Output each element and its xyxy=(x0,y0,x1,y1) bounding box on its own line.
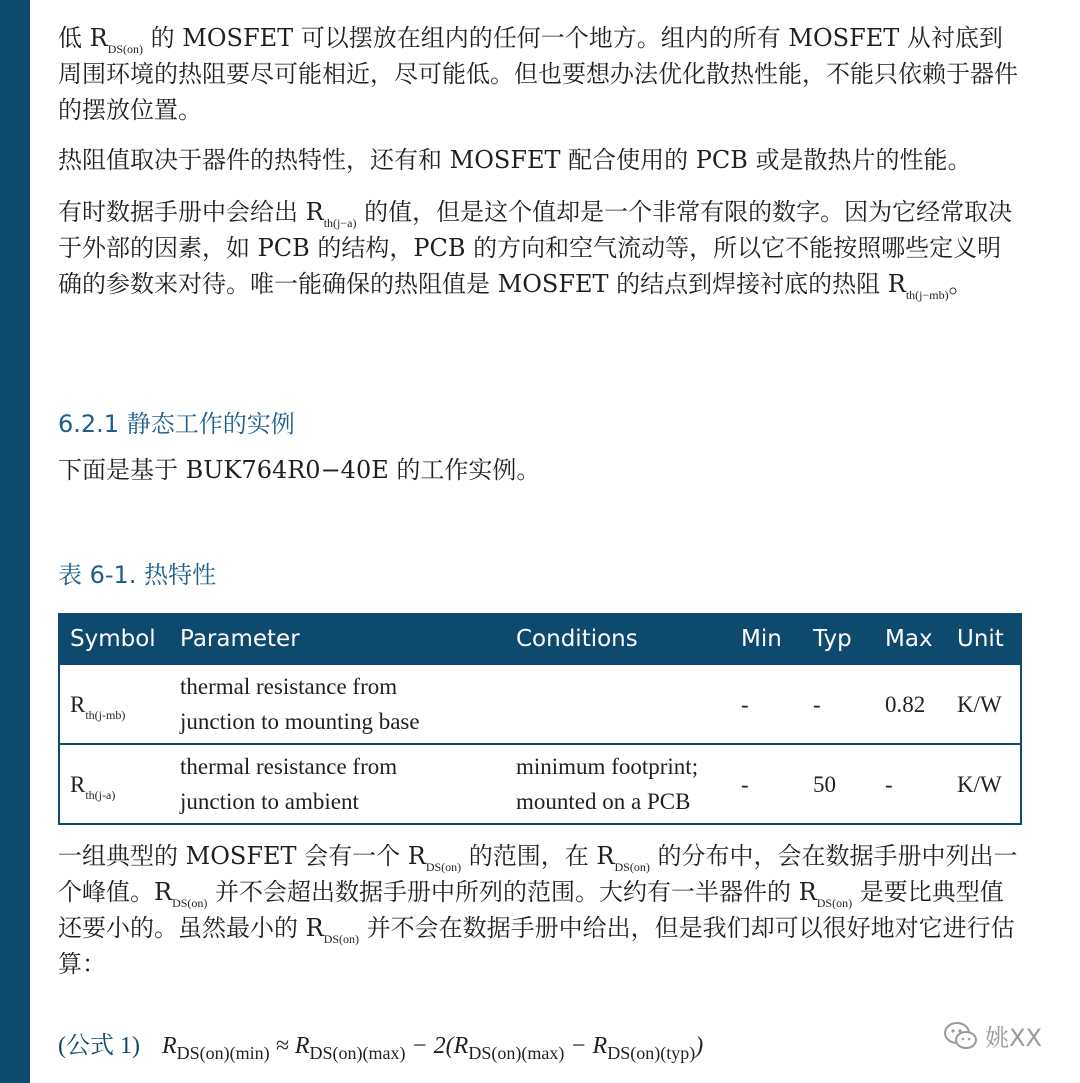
parameter-line: thermal resistance from xyxy=(180,674,398,699)
math-subscript: DS(on)(min) xyxy=(176,1043,270,1063)
symbol-text: R xyxy=(70,771,86,797)
text-run: 的值，但是这个值却是一个非常有限的数字。因为它经常取决于外部的因素，如 PCB 的结构，PCB 的方向和空气流动等，所以它不能按照哪些定义明确的参数来对待。唯一能确保的热阻值是 MOSFET 的结点到焊接衬底的热阻 R xyxy=(58,198,1013,298)
cell-typ: 50 xyxy=(803,744,875,824)
subscript: DS(on) xyxy=(816,896,853,910)
cell-unit: K/W xyxy=(947,744,1021,824)
math-symbol: R xyxy=(161,1033,177,1059)
cell-typ: - xyxy=(803,664,875,744)
table-row xyxy=(59,744,1021,824)
symbol-text: R xyxy=(70,691,86,717)
header-parameter: Parameter xyxy=(170,614,506,664)
cell-conditions xyxy=(506,744,731,824)
cell-max: 0.82 xyxy=(875,664,947,744)
cell-parameter xyxy=(170,664,506,744)
text-run: 是要比典型值还要小的。虽然最小的 R xyxy=(58,878,1004,942)
parameter-line: junction to ambient xyxy=(180,789,359,814)
header-symbol: Symbol xyxy=(59,614,170,664)
parameter-line: junction to mounting base xyxy=(180,709,420,734)
subscript: th(j−mb) xyxy=(905,288,949,302)
text-run: 有时数据手册中会给出 R xyxy=(58,198,324,226)
table-header-row xyxy=(59,614,1021,664)
header-min: Min xyxy=(731,614,803,664)
watermark xyxy=(943,1018,1042,1053)
text-run: 的分布中，会在数据手册中列出一个峰值。R xyxy=(58,842,1018,906)
paragraph-rdson-placement xyxy=(58,20,1018,128)
header-max: Max xyxy=(875,614,947,664)
cell-conditions xyxy=(506,664,731,744)
equation-label: (公式 1) xyxy=(58,1033,140,1059)
header-typ: Typ xyxy=(803,614,875,664)
parameter-line: thermal resistance from xyxy=(180,754,398,779)
math-subscript: DS(on)(max) xyxy=(309,1043,406,1063)
math-subscript: DS(on)(typ) xyxy=(607,1043,696,1063)
wechat-icon xyxy=(943,1021,979,1051)
text-run: 一组典型的 MOSFET 会有一个 R xyxy=(58,842,426,870)
subscript: th(j−a) xyxy=(323,216,357,230)
table-caption: 表 6-1. 热特性 xyxy=(58,561,217,589)
text-run: 低 R xyxy=(58,24,108,52)
text-run: 的范围，在 R xyxy=(461,842,615,870)
header-unit: Unit xyxy=(947,614,1021,664)
page-accent-bar xyxy=(0,0,30,1083)
equation-body xyxy=(161,1033,704,1063)
paragraph-rth-ja xyxy=(58,194,1018,302)
math-symbol: R xyxy=(592,1033,608,1059)
conditions-line: minimum footprint; xyxy=(516,754,699,779)
math-symbol: R xyxy=(453,1033,469,1059)
equation-1 xyxy=(58,1025,703,1064)
conditions-line: mounted on a PCB xyxy=(516,789,691,814)
subscript: DS(on) xyxy=(425,860,462,874)
math-operator: − 2( xyxy=(405,1033,454,1059)
section-heading: 6.2.1 静态工作的实例 xyxy=(58,410,295,438)
math-subscript: DS(on)(max) xyxy=(468,1043,565,1063)
cell-min: - xyxy=(731,664,803,744)
table-row xyxy=(59,664,1021,744)
math-operator: ≈ xyxy=(269,1033,295,1059)
math-operator: ) xyxy=(695,1033,704,1059)
subscript: DS(on) xyxy=(172,896,208,910)
text-run: 。 xyxy=(948,270,973,298)
text-run: 并不会在数据手册中给出，但是我们却可以很好地对它进行估算： xyxy=(58,914,1015,978)
symbol-subscript: th(j-a) xyxy=(85,787,116,802)
cell-parameter xyxy=(170,744,506,824)
subscript: DS(on) xyxy=(107,42,144,56)
cell-symbol xyxy=(59,744,170,824)
math-symbol: R xyxy=(294,1033,310,1059)
watermark-text: 姚XX xyxy=(985,1024,1042,1052)
text-run: 的 MOSFET 可以摆放在组内的任何一个地方。组内的所有 MOSFET 从衬底到周围环境的热阻要尽可能相近，尽可能低。但也要想办法优化散热性能，不能只依赖于器件的摆放位置。 xyxy=(58,24,1018,124)
paragraph-example-intro: 下面是基于 BUK764R0−40E 的工作实例。 xyxy=(58,456,541,484)
cell-unit: K/W xyxy=(947,664,1021,744)
cell-min: - xyxy=(731,744,803,824)
paragraph-thermal-resistance: 热阻值取决于器件的热特性，还有和 MOSFET 配合使用的 PCB 或是散热片的性能。 xyxy=(58,146,972,174)
paragraph-rdson-distribution xyxy=(58,838,1018,982)
cell-symbol xyxy=(59,664,170,744)
symbol-subscript: th(j-mb) xyxy=(85,707,126,722)
cell-max: - xyxy=(875,744,947,824)
subscript: DS(on) xyxy=(614,860,650,874)
header-conditions: Conditions xyxy=(506,614,731,664)
thermal-characteristics-table xyxy=(58,613,1022,825)
text-run: 并不会超出数据手册中所列的范围。大约有一半器件的 R xyxy=(207,878,817,906)
math-operator: − xyxy=(564,1033,593,1059)
subscript: DS(on) xyxy=(323,932,360,946)
